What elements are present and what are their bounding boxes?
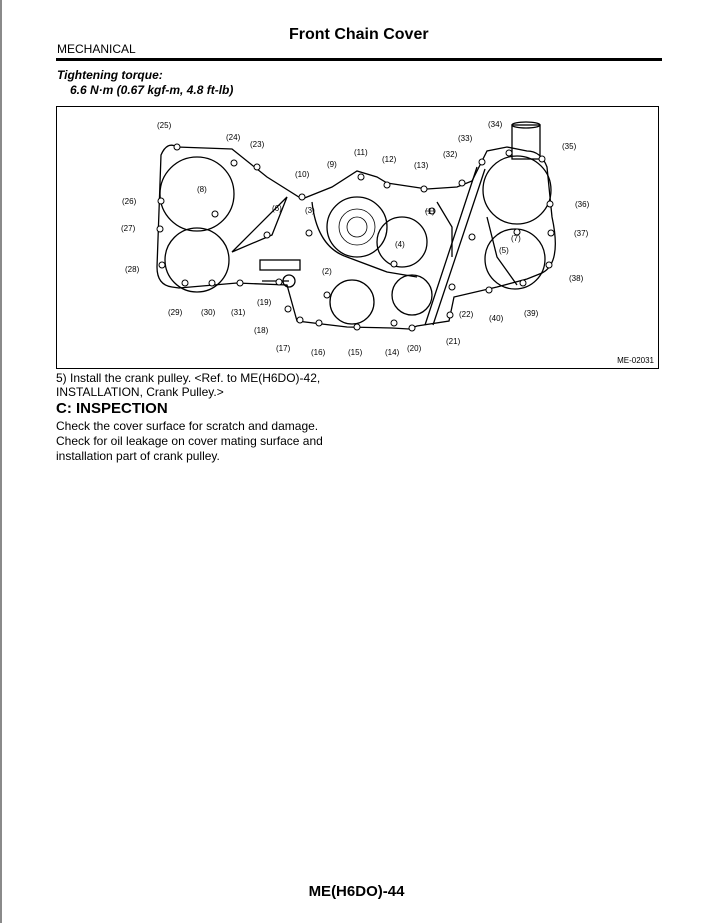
callout-13: (13) bbox=[414, 161, 429, 170]
chain-cover-diagram bbox=[56, 106, 659, 369]
page-number: ME(H6DO)-44 bbox=[308, 883, 405, 900]
left-lower-sprocket bbox=[165, 228, 229, 292]
callout-9: (9) bbox=[327, 160, 337, 169]
inspection-line-2: Check for oil leakage on cover mating surface and bbox=[56, 434, 323, 448]
oil-filler-neck bbox=[512, 125, 540, 159]
callout-35: (35) bbox=[562, 142, 577, 151]
page-title: Front Chain Cover bbox=[289, 26, 429, 43]
callout-31: (31) bbox=[231, 308, 246, 317]
callout-36: (36) bbox=[575, 200, 590, 209]
callout-39: (39) bbox=[524, 309, 539, 318]
callout-29: (29) bbox=[168, 308, 183, 317]
callout-1: (1) bbox=[425, 207, 435, 216]
crank-sprocket bbox=[392, 275, 432, 315]
lower-left-pulley bbox=[330, 280, 374, 324]
callout-2: (2) bbox=[322, 267, 332, 276]
callout-14: (14) bbox=[385, 348, 400, 357]
callout-19: (19) bbox=[257, 298, 272, 307]
callout-8: (8) bbox=[197, 185, 207, 194]
install-step-line-2: INSTALLATION, Crank Pulley.> bbox=[56, 385, 224, 399]
callout-4: (4) bbox=[395, 240, 405, 249]
callout-24: (24) bbox=[226, 133, 241, 142]
callout-32: (32) bbox=[443, 150, 458, 159]
callout-30: (30) bbox=[201, 308, 216, 317]
title-rule bbox=[56, 58, 662, 61]
torque-value: 6.6 N·m (0.67 kgf-m, 4.8 ft-lb) bbox=[70, 83, 234, 97]
callout-40: (40) bbox=[489, 314, 504, 323]
callout-27: (27) bbox=[121, 224, 136, 233]
callout-3: (3) bbox=[305, 206, 315, 215]
callout-25: (25) bbox=[157, 121, 172, 130]
chain-guide bbox=[425, 167, 485, 325]
chain-cover-drawing bbox=[57, 107, 660, 370]
callout-38: (38) bbox=[569, 274, 584, 283]
section-label: MECHANICAL bbox=[57, 42, 136, 56]
callout-37: (37) bbox=[574, 229, 589, 238]
inspection-heading: C: INSPECTION bbox=[56, 400, 168, 417]
callout-22: (22) bbox=[459, 310, 474, 319]
callout-10: (10) bbox=[295, 170, 310, 179]
right-upper-sprocket bbox=[483, 156, 551, 224]
callout-21: (21) bbox=[446, 337, 461, 346]
page-left-border bbox=[0, 0, 2, 923]
callout-6: (6) bbox=[272, 204, 282, 213]
inspection-line-3: installation part of crank pulley. bbox=[56, 449, 220, 463]
callout-12: (12) bbox=[382, 155, 397, 164]
callout-34: (34) bbox=[488, 120, 503, 129]
callout-11: (11) bbox=[354, 148, 368, 157]
cover-slot bbox=[260, 260, 300, 270]
callout-15: (15) bbox=[348, 348, 363, 357]
install-step bbox=[56, 371, 376, 399]
figure-code: ME-02031 bbox=[617, 356, 654, 365]
callout-7: (7) bbox=[511, 234, 521, 243]
callout-5: (5) bbox=[499, 246, 509, 255]
callout-18: (18) bbox=[254, 326, 269, 335]
install-step-line-1: 5) Install the crank pulley. <Ref. to ME(H6DO)-42, bbox=[56, 371, 321, 385]
callout-23: (23) bbox=[250, 140, 265, 149]
callout-20: (20) bbox=[407, 344, 422, 353]
callout-26: (26) bbox=[122, 197, 137, 206]
torque-heading: Tightening torque: bbox=[57, 68, 163, 82]
callout-33: (33) bbox=[458, 134, 473, 143]
callout-28: (28) bbox=[125, 265, 140, 274]
callout-17: (17) bbox=[276, 344, 291, 353]
callout-16: (16) bbox=[311, 348, 326, 357]
inspection-line-1: Check the cover surface for scratch and damage. bbox=[56, 419, 319, 433]
left-upper-sprocket bbox=[160, 157, 234, 231]
